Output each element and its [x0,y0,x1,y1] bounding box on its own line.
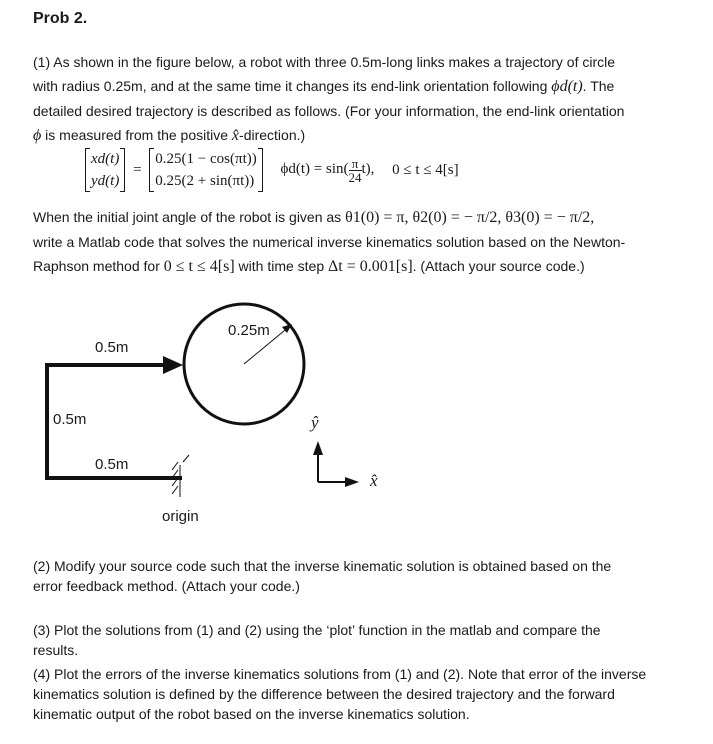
y-axis-arrowhead [313,441,323,455]
top-link-label: 0.5m [95,339,129,356]
radius-label: 0.25m [228,322,270,339]
problem-title: Prob 2. [33,10,88,27]
phi-d-symbol: ϕd(t) [551,78,583,95]
fraction: $\frac{\pi}{24}$ [348,155,362,185]
part2-paragraph: (2) Modify your source code such that the inverse kinematic solution is obtained based on the error feedback method. (Attach your code.) [33,558,612,594]
part3-paragraph: (3) Plot the solutions from (1) and (2) using the ‘plot’ function in the matlab and compare the results. [33,622,601,658]
part1-line4: ϕ is measured from the positive x̂-direction.) [33,127,306,144]
lhs-vector: xd(t) yd(t) [85,148,125,192]
bottom-link-label: 0.5m [95,456,129,473]
origin-label: origin [162,508,199,525]
part1-line3: detailed desired trajectory is described as follows. (For your information, the end-link orientation [33,103,625,119]
trajectory-equation: xd(t) yd(t) = 0.25(1 − cos(πt)) 0.25(2 + sin(πt)) ϕd(t) = sin( $\frac{\pi}{24}$ t), 0 ≤ t ≤ 4[s] [85,148,459,198]
phi-symbol: ϕ [33,127,42,144]
part1b-line1: When the initial joint angle of the robot is given as θ1(0) = π, θ2(0) = − π/2, θ3(0) = − π/2, [33,209,595,226]
part4-paragraph: (4) Plot the errors of the inverse kinematics solutions from (1) and (2). Note that error of the inverse kinematics solution is defined by the difference between the desired trajectory and the forward kinematic output of the robot based on the inverse kinematics solution. [33,666,647,722]
x-axis-label: x̂ [370,471,378,490]
end-effector-arrow [163,356,183,374]
time-range: 0 ≤ t ≤ 4[s] [392,161,459,178]
initial-angles: θ1(0) = π, θ2(0) = − π/2, θ3(0) = − π/2, [345,209,595,226]
phi-equation: ϕd(t) = sin( $\frac{\pi}{24}$ t), [280,155,375,185]
part1-line2: with radius 0.25m, and at the same time it changes its end-link orientation following ϕd(t). The [33,78,615,95]
x-hat-symbol: x̂ [231,127,240,144]
left-link-label: 0.5m [53,411,87,428]
part1-line1: (1) As shown in the figure below, a robot with three 0.5m-long links makes a trajectory of circle [33,54,616,70]
y-axis-label: ŷ [311,413,319,432]
part1b-line3: Raphson method for 0 ≤ t ≤ 4[s] with time step Δt = 0.001[s]. (Attach your source code.) [33,258,585,275]
part1b-line2: write a Matlab code that solves the numerical inverse kinematics solution based on the Newton- [33,234,626,250]
x-axis-arrowhead [345,477,359,487]
rhs-vector: 0.25(1 − cos(πt)) 0.25(2 + sin(πt)) [149,148,262,192]
